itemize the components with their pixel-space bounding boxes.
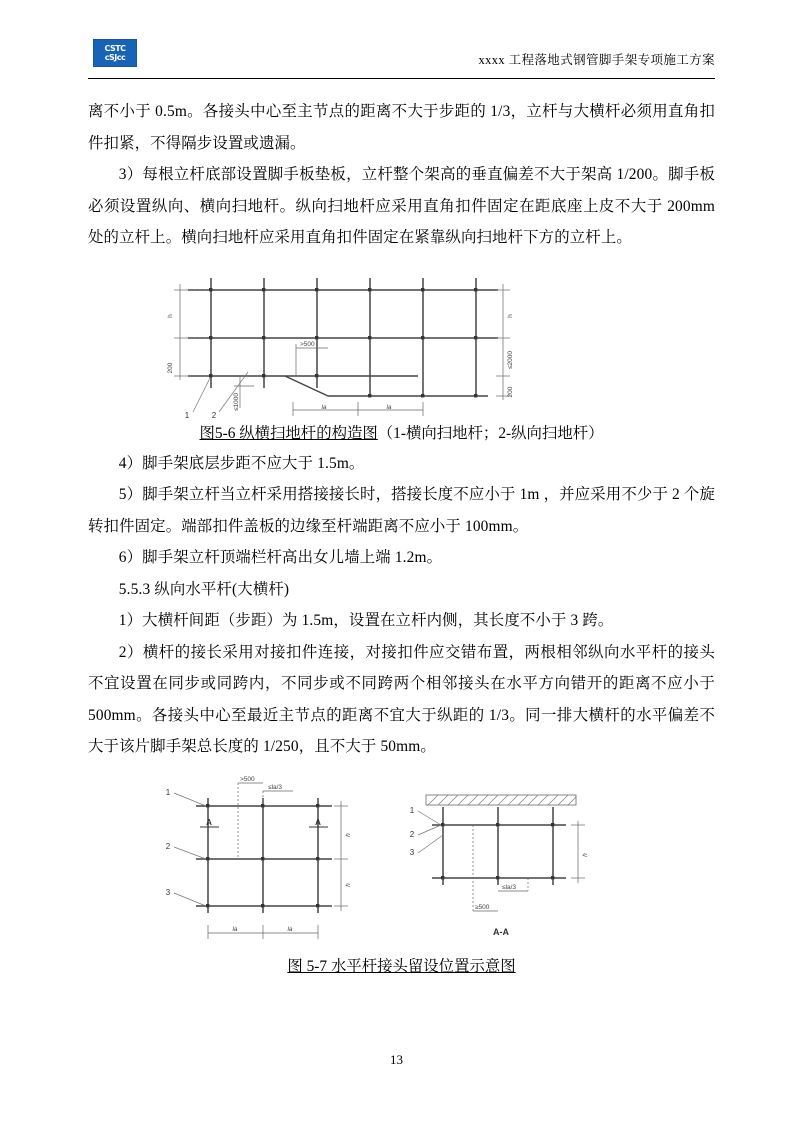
fig2-plan-marker-3: 3 bbox=[165, 887, 171, 897]
figure-5-6-caption-main: 图5-6 纵横扫地杆的构造图 bbox=[199, 424, 378, 442]
fig2-section-mark-right: A bbox=[315, 817, 321, 827]
fig1-dim-2000: ≤2000 bbox=[507, 350, 514, 369]
figure-5-7-drawing bbox=[88, 773, 715, 951]
header-title: xxxx 工程落地式钢管脚手架专项施工方案 bbox=[478, 53, 715, 67]
company-logo bbox=[93, 39, 137, 67]
fig1-dim-h-left: h bbox=[167, 313, 174, 318]
fig1-marker-2: 2 bbox=[211, 410, 217, 420]
fig2-section-marker-1: 1 bbox=[409, 805, 415, 815]
figure-5-7-caption-main: 图 5-7 水平杆接头留设位置示意图 bbox=[287, 957, 516, 975]
header-divider bbox=[88, 78, 715, 79]
paragraph-sub-2: 2）横杆的接长采用对接扣件连接，对接扣件应交错布置，两根相邻纵向水平杆的接头不宜设置在同步或同跨内，不同步或不同跨两个相邻接头在水平方向错开的距离不应小于 500mm。各接头中心至最近主节点的距离不宜大于纵距的 1/3。同一排大横杆的水平偏差不大于该片脚手架总长度的 1/250，且不大于 50mm。 bbox=[88, 643, 715, 755]
figure-5-6-caption-legend: （1-横向扫地杆；2-纵向扫地杆） bbox=[377, 424, 604, 442]
fig2-section-title: A-A bbox=[493, 926, 509, 937]
fig1-dim-h-right: h bbox=[507, 313, 514, 318]
fig2-section-marker-3: 3 bbox=[409, 847, 415, 857]
document-body bbox=[88, 96, 715, 981]
fig2-plan-dim-la3: ≤la/3 bbox=[268, 783, 283, 791]
figure-5-6 bbox=[88, 268, 715, 448]
fig2-plan-dim-la2: la bbox=[287, 925, 293, 933]
paragraph-item-5: 5）脚手架立杆当立杆采用搭接接长时，搭接长度不应小于 1m ，并应采用不少于 2 个旋转扣件固定。端部扣件盖板的边缘至杆端距离不应小于 100mm。 bbox=[88, 486, 715, 535]
section-heading-5-5-3: 5.5.3 纵向水平杆(大横杆) bbox=[118, 580, 290, 598]
fig2-plan-dim-500: >500 bbox=[240, 775, 255, 783]
fig2-section-dim-h: h bbox=[582, 852, 589, 857]
fig1-dim-200-right: 200 bbox=[507, 386, 514, 397]
page-number: 13 bbox=[390, 1052, 403, 1067]
fig2-section-dim-la3: ≤la/3 bbox=[502, 883, 517, 891]
fig2-plan-marker-2: 2 bbox=[165, 841, 171, 851]
fig1-dim-500: >500 bbox=[300, 340, 315, 348]
figure-5-7-caption bbox=[88, 953, 715, 981]
fig1-marker-1: 1 bbox=[184, 410, 190, 420]
fig1-dim-200-left: 200 bbox=[167, 362, 174, 373]
fig1-dim-la-2: la bbox=[386, 403, 392, 411]
paragraph-item-6: 6）脚手架立杆顶端栏杆高出女儿墙上端 1.2m。 bbox=[118, 549, 443, 566]
paragraph-continuation: 离不小于 0.5m。各接头中心至主节点的距离不大于步距的 1/3，立杆与大横杆必须用直角扣件扣紧，不得隔步设置或遗漏。 bbox=[88, 103, 715, 152]
fig2-section-dim-500: ≥500 bbox=[475, 903, 490, 911]
fig2-section-marker-2: 2 bbox=[409, 829, 415, 839]
fig2-plan-dim-h2: h bbox=[345, 882, 352, 887]
fig1-dim-la-1: la bbox=[321, 403, 327, 411]
figure-5-7 bbox=[88, 773, 715, 981]
figure-5-6-drawing bbox=[88, 268, 715, 420]
figure-5-6-caption bbox=[88, 420, 715, 448]
page-header bbox=[88, 36, 715, 82]
paragraph-item-4: 4）脚手架底层步距不应大于 1.5m。 bbox=[118, 454, 365, 472]
fig2-plan-dim-h1: h bbox=[345, 832, 352, 837]
fig2-plan-dim-la1: la bbox=[232, 925, 238, 933]
paragraph-sub-1: 1）大横杆间距（步距）为 1.5m，设置在立杆内侧，其长度不小于 3 跨。 bbox=[118, 612, 614, 629]
logo-text-top: CSTC bbox=[104, 43, 126, 53]
fig2-section-mark-left: A bbox=[206, 817, 212, 827]
paragraph-item-3: 3）每根立杆底部设置脚手板垫板，立杆整个架高的垂直偏差不大于架高 1/200。脚手板必须设置纵向、横向扫地杆。纵向扫地杆应采用直角扣件固定在距底座上皮不大于 200mm 处的立杆上。横向扫地杆应采用直角扣件固定在紧靠纵向扫地杆下方的立杆上。 bbox=[88, 166, 715, 246]
fig1-dim-1000: ≤1000 bbox=[233, 392, 240, 411]
fig2-plan-marker-1: 1 bbox=[165, 787, 171, 797]
logo-text-bottom: cSJcc bbox=[104, 52, 126, 62]
